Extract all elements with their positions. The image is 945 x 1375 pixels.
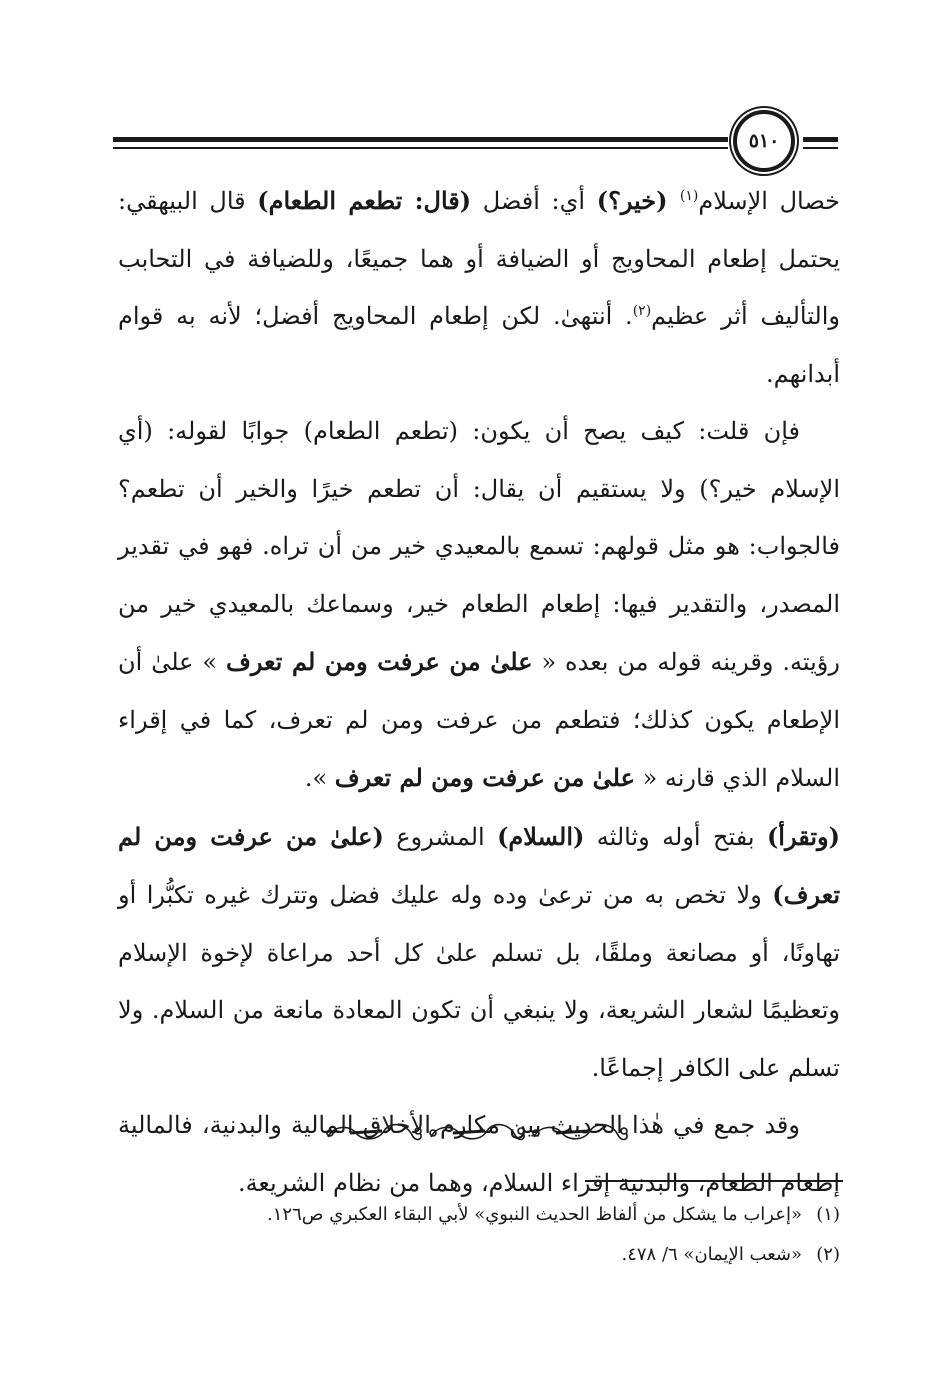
paragraph (118, 808, 840, 1098)
bold-phrase: (قال: تطعم الطعام) (257, 186, 472, 215)
text-run: ». (304, 764, 335, 792)
text-run: فإن قلت: كيف يصح أن يكون: (تطعم الطعام) جوابًا لقوله: (أي الإسلام خير؟) ولا يستقيم أن يقال: أن تطعم خيرًا والخير أن تطعم؟ فالجواب: هو مثل قولهم: تسمع بالمعيدي خير من أن تراه. فهو في تقدير المصدر، والتقدير فيها: إطعام الطعام خير، وسماعك بالمعيدي خير من رؤيته. وقرينه قوله من بعده « (118, 417, 840, 676)
footnote-item (118, 1195, 840, 1235)
bold-phrase: (خير؟) (596, 186, 680, 215)
text-run: . أنتهىٰ. لكن إطعام المحاويج أفضل؛ لأنه به قوام أبدانهم. (118, 302, 840, 388)
text-run: خصال الإسلام (698, 187, 841, 215)
main-text (118, 172, 840, 1212)
bold-phrase: (وتقرأ) (766, 821, 840, 851)
text-run: وقد جمع في هٰذا الحديث بين مكارم الأخلاق المالية والبدنية، فالمالية إطعام الطعام، والبدنية إقراء السلام، وهما من نظام الشريعة. (118, 1111, 840, 1197)
footnote-ref: (٢) (632, 303, 652, 319)
bold-phrase: علىٰ من عرفت ومن لم تعرف (334, 763, 635, 792)
text-run: المشروع (383, 822, 498, 851)
footnote-text: «شعب الإيمان» ٦/ ٤٧٨. (621, 1244, 802, 1265)
footnote-ref: (١) (679, 188, 699, 204)
paragraph (118, 172, 840, 403)
header-rule-right-thick (803, 137, 838, 142)
floral-divider-unit (327, 1125, 421, 1140)
page-header (113, 110, 838, 178)
text-run: » علىٰ أن الإطعام يكون كذلك؛ فتطعم من عرفت ومن لم تعرف، كما في إقراء السلام الذي قارنه « (118, 648, 840, 792)
header-rule-right-thin (803, 147, 838, 149)
footnote-number: (٢) (816, 1244, 840, 1265)
bold-phrase: (علىٰ من عرفت ومن لم تعرف) (118, 821, 840, 909)
footnote-text: «إعراب ما يشكل من ألفاظ الحديث النبوي» لأبي البقاء العكبري ص١٢٦. (267, 1204, 802, 1225)
floral-divider-unit (533, 1125, 627, 1140)
page-number: ٥١٠ (733, 110, 795, 172)
bold-phrase: علىٰ من عرفت ومن لم تعرف (225, 647, 533, 676)
text-run: قال البيهقي: يحتمل إطعام المحاويج أو الضيافة أو هما جميعًا، وللضيافة في التحابب والتأليف أثر عظيم (118, 187, 841, 330)
header-rule-thin (113, 147, 728, 149)
paragraph (118, 403, 840, 808)
text-run: بفتح أوله وثالثه (584, 822, 767, 851)
text-run: ولا تخص به من ترعىٰ وده وله عليك فضل وتترك غيره تكبُّرا أو تهاونًا، أو مصانعة وملقًا، بل تسلم علىٰ كل أحد مراعاة لإخوة الإسلام وتعظيمًا لشعار الشريعة، ولا ينبغي أن تكون المعادة مانعة من السلام. ولا تسلم على الكافر إجماعًا. (118, 881, 840, 1082)
footnotes (118, 1195, 840, 1275)
text-run: أي: أفضل (471, 187, 597, 215)
footnote-separator (585, 1180, 843, 1182)
header-rule-thick (113, 137, 728, 142)
floral-divider-icon (320, 1115, 630, 1151)
bold-phrase: (السلام) (497, 821, 585, 851)
footnote-number: (١) (816, 1204, 840, 1225)
footnote-item (118, 1235, 840, 1275)
floral-divider-unit (430, 1125, 524, 1140)
